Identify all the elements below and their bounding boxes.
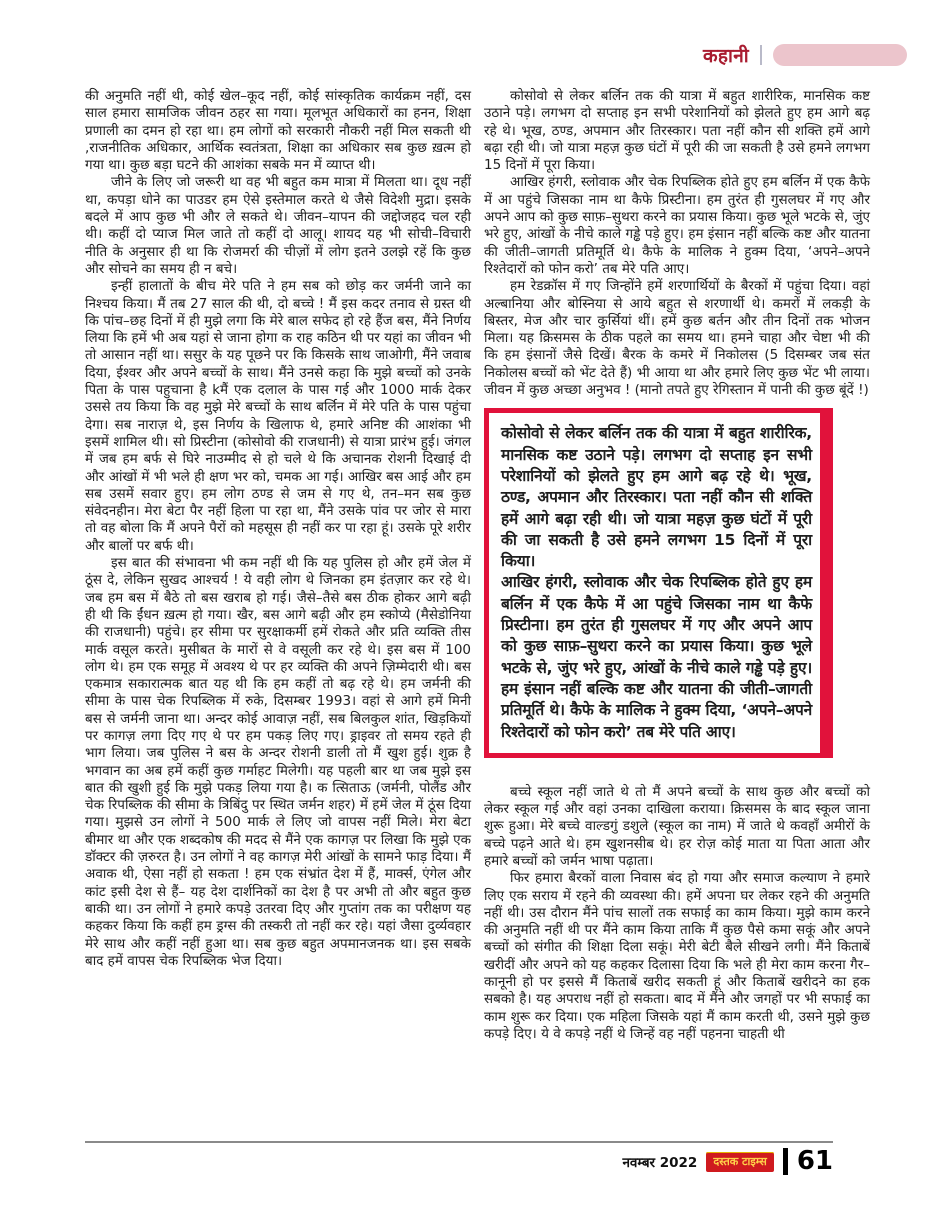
paragraph: आखिर हंगरी, स्लोवाक और चेक रिपब्लिक होते हुए हम बर्लिन में एक कैफे में आ पहुंचे जिसका नाम था कैफे प्रिस्टीना। हम तुरंत ही गुसलघर में गए और अपने आप को कुछ साफ़–सुथरा करने का प्रयास किया। कुछ भूले भटके से, जुंए भरे हुए, आंखों के नीचे काले गड्ढे पड़े हुए। हम इंसान नहीं बल्कि कष्ट और यातना की जीती–जागती प्रतिमूर्ति थे। कैफे के मालिक ने हुक्म दिया, ‘अपने–अपने रिश्तेदारों को फोन करो’ तब मेरे पति आए। — [484, 174, 870, 277]
paragraph: इन्हीं हालातों के बीच मेरे पति ने हम सब को छोड़ कर जर्मनी जाने का निश्चय किया। मैं तब 27 साल की थी, दो बच्चे ! मैं इस कदर तनाव से ग्रस्त थी कि पांच–छह दिनों में ही मुझे लगा कि मेरे बाल सफेद हो रहे हैंज बस, मैंने निर्णय लिया कि हमें भी अब यहां से जाना होगा क राह कठिन थी पर यहां का जीवन भी तो आसान नहीं था। ससुर के यह पूछने पर कि किसके साथ जाओगी, मैंने जवाब दिया, ईश्वर और अपने बच्चों के साथ। मैंने उनसे कहा कि मुझे बच्चों को उनके पिता के पास पहुचाना है kमैं एक दलाल के पास गई और 1000 मार्क देकर उससे तय किया कि वह मुझे मेरे बच्चों के साथ बर्लिन में मेरे पति के पास पहुंचा देगा। सब नाराज़ थे, इस निर्णय के खिलाफ थे, हमारे अनिष्ट की आशंका भी इसमें शामिल थी। सो प्रिस्टीना (कोसोवो की राजधानी) से यात्रा प्रारंभ हुई। जंगल में जब हम बर्फ से घिरे नाउम्मीद से हो चले थे कि अचानक रोशनी दिखाई दी और आंखों में भी भले ही क्षण भर को, चमक आ गई। आखिर बस आई और हम सब उसमें सवार हुए। हम लोग ठण्ड से जम से गए थे, तन–मन सब कुछ संवेदनहीन। मेरा बेटा पैर नहीं हिला पा रहा था, मैंने उसके पांव पर जोर से मारा तो वह बोला कि मैं अपने पैरों को महसूस ही नहीं कर पा रहा हूं। उसके पूरे शरीर और बालों पर बर्फ थी। — [85, 278, 471, 554]
pull-quote-box — [484, 408, 833, 757]
paragraph: इस बात की संभावना भी कम नहीं थी कि यह पुलिस हो और हमें जेल में ठूंस दे, लेकिन सुखद आश्चर्य ! ये वही लोग थे जिनका हम इंतज़ार कर रहे थे। जब हम बस में बैठे तो बस खराब हो गई। जैसे–तैसे बस ठीक होकर आगे बढ़ी ही थी कि ईंधन ख़त्म हो गया। खैर, बस आगे बढ़ी और हम स्कोप्ये (मैसेडोनिया की राजधानी) पहुंचे। हर सीमा पर सुरक्षाकर्मी हमें रोकते और प्रति व्यक्ति तीस मार्क वसूल करते। मुसीबत के मारों से वे वसूली कर रहे थे। इस बस में 100 लोग थे। हम एक समूह में अवश्य थे पर हर व्यक्ति की अपने ज़िम्मेदारी थी। बस एकमात्र सकारात्मक बात यह थी कि हम कहीं तो बढ़ रहे थे। हम जर्मनी की सीमा के पास चेक रिपब्लिक में रुके, दिसम्बर 1993। वहां से आगे हमें मिनी बस से जर्मनी जाना था। अन्दर कोई आवाज़ नहीं, सब बिलकुल शांत, खिड़कियों पर कागज़ लगा दिए गए थे पर हम पकड़ लिए गए। ड्राइवर तो समय रहते ही भाग लिया। जब पुलिस ने बस के अन्दर रोशनी डाली तो मैं खुश हुई। शुक्र है भगवान का अब हमें कहीं कुछ गर्माहट मिलेगी। यह पहली बार था जब मुझे इस बात की खुशी हुई कि मुझे पकड़ लिया गया है। क त्सिताऊ (जर्मनी, पोलैंड और चेक रिपब्लिक की सीमा के त्रिबिंदु पर स्थित जर्मन शहर) में हमें जेल में ठूंस दिया गया। मुझसे उन लोगों ने 500 मार्क ले लिए जो वापस नहीं मिले। मेरा बेटा बीमार था और एक शब्दकोष की मदद से मैंने एक कागज़ पर लिखा कि मुझे एक डॉक्टर की ज़रुरत है। उन लोगों ने वह कागज़ मेरी आंखों के सामने फाड़ दिया। मैं अवाक थी, ऐसा नहीं हो सकता ! हम एक संभ्रांत देश में हैं, मार्क्स, एंगेल और कांट इसी देश से हैं– यह देश दार्शनिकों का देश है पर अभी तो और बहुत कुछ बाकी था। उन लोगों ने हमारे कपड़े उतरवा दिए और गुप्तांग तक का परीक्षण यह कहकर किया कि कहीं हम ड्रग्स की तस्करी तो नहीं कर रहे। यहां जैसा दुर्व्यवहार मेरे साथ और कहीं नहीं हुआ था। सब कुछ बहुत अपमानजनक था। इस सबके बाद हमें वापस चेक रिपब्लिक भेज दिया। — [85, 555, 471, 969]
pull-quote-paragraph: आखिर हंगरी, स्लोवाक और चेक रिपब्लिक होते हुए हम बर्लिन में एक कैफे में आ पहुंचे जिसका नाम था कैफे प्रिस्टीना। हम तुरंत ही गुसलघर में गए और अपने आप को कुछ साफ़–सुथरा करने का प्रयास किया। कुछ भूले भटके से, जुंए भरे हुए, आंखों के नीचे काले गड्ढे पड़े हुए। हम इंसान नहीं बल्कि कष्ट और यातना की जीती–जागती प्रतिमूर्ति थे। कैफे के मालिक ने हुक्म दिया, ‘अपने–अपने रिश्तेदारों को फोन करो’ तब मेरे पति आए। — [501, 573, 812, 741]
footer-row — [85, 1143, 833, 1175]
page-header — [703, 42, 907, 68]
section-title: कहानी — [703, 45, 749, 67]
paragraph: हम रेडक्रॉस में गए जिन्होंने हमें शरणार्थियों के बैरकों में पहुंचा दिया। वहां अल्बानिया और बोस्निया से आये बहुत से शरणार्थी थे। कमरों में लकड़ी के बिस्तर, मेज और चार कुर्सियां थीं। हमें कुछ बर्तन और तीन दिनों तक भोजन मिला। यह क्रिसमस के ठीक पहले का समय था। हमने चाहा और चेष्टा भी की कि हम इंसानों जैसे दिखें। बैरक के कमरे में निकोलस (5 दिसम्बर जब संत निकोलस बच्चों को भेंट देते हैं) भी आया था और हमारे लिए कुछ भेंट भी लाया। जीवन में कुछ अच्छा अनुभव ! (मानो तपते हुए रेगिस्तान में पानी की कुछ बूंदें !) — [484, 278, 870, 399]
article-body — [85, 88, 870, 1043]
paragraph: कोसोवो से लेकर बर्लिन तक की यात्रा में बहुत शारीरिक, मानसिक कष्ट उठाने पड़े। लगभग दो सप्ताह इन सभी परेशानियों को झेलते हुए हम आगे बढ़ रहे थे। भूख, ठण्ड, अपमान और तिरस्कार। पता नहीं कौन सी शक्ति हमें आगे बढ़ा रही थी। जो यात्रा महज़ कुछ घंटों में पूरी की जा सकती है उसे हमने लगभग 15 दिनों में पूरा किया। — [484, 88, 870, 174]
issue-date: नवम्बर 2022 — [622, 1154, 698, 1171]
paragraph: बच्चे स्कूल नहीं जाते थे तो मैं अपने बच्चों के साथ कुछ और बच्चों को लेकर स्कूल गई और वहां उनका दाखिला कराया। क्रिसमस के बाद स्कूल जाना शुरू हुआ। मेरे बच्चे वाल्डगुं डशुले (स्कूल का नाम) में जाते थे कवहाँ अमीरों के बच्चे पढ़ने आते थे। हम खुशनसीब थे। हर रोज़ कोई माता या पिता आता और हमारे बच्चों को जर्मन भाषा पढ़ाता। — [484, 783, 870, 869]
magazine-logo: दस्तक टाइम्स — [706, 1152, 773, 1172]
right-column — [484, 88, 870, 1043]
left-column — [85, 88, 471, 1043]
paragraph: की अनुमति नहीं थी, कोई खेल–कूद नहीं, कोई सांस्कृतिक कार्यक्रम नहीं, दस साल हमारा सामजिक जीवन ठहर सा गया। मूलभूत अधिकारों का हनन, शिक्षा प्रणाली का दमन हो रहा था। हम लोगों को सरकारी नौकरी नहीं मिल सकती थी ,राजनीतिक अधिकार, आर्थिक स्वतंत्रता, शिक्षा का अधिकार सब कुछ ख़त्म हो गया था। कुछ बड़ा घटने की आशंका सबके मन में व्याप्त थी। — [85, 88, 471, 174]
paragraph: जीने के लिए जो जरूरी था वह भी बहुत कम मात्रा में मिलता था। दूध नहीं था, कपड़ा धोने का पाउडर हम ऐसे इस्तेमाल करते थे जैसे विदेशी मुद्रा। इसके बदले में आप कुछ भी और ले सकते थे। जीवन–यापन की जद्दोजहद चल रही थी। कहीं दो प्याज मिल जाते तो कहीं दो आलू। शायद यह भी सोची–विचारी नीति के अनुसार ही था कि रोजमर्रा की चीज़ों में लोग इतने उलझे रहें कि कुछ और सोचने का समय ही न बचे। — [85, 174, 471, 277]
paragraph: फिर हमारा बैरकों वाला निवास बंद हो गया और समाज कल्याण ने हमारे लिए एक सराय में रहने की व्यवस्था की। हमें अपना घर लेकर रहने की अनुमति नहीं थी। उस दौरान मैंने पांच सालों तक सफाई का काम किया। मुझे काम करने की अनुमति नहीं थी पर मैंने काम किया ताकि मैं कुछ पैसे कमा सकूं और अपने बच्चों को संगीत की शिक्षा दिला सकूं। मेरी बेटी बैले सीखने लगी। मैंने किताबें खरीदीं और अपने को यह कहकर दिलासा दिया कि भले ही मेरा काम करना गैर–कानूनी हो पर इससे मैं किताबें खरीद सकती हूं और किताबें खरीदने का हक सबको है। यह अपराध नहीं हो सकता। बाद में मैंने और जगहों पर भी सफाई का काम शुरू कर दिया। एक महिला जिसके यहां मैं काम करती थी, उसने मुझे कुछ कपड़े दिए। ये वे कपड़े नहीं थे जिन्हें वह नहीं पहनना चाहती थी — [484, 870, 870, 1042]
header-divider — [760, 45, 762, 65]
page-number: 61 — [796, 1146, 833, 1176]
footer-divider-bar — [783, 1148, 788, 1175]
masthead-pill — [773, 44, 907, 66]
pull-quote-paragraph: कोसोवो से लेकर बर्लिन तक की यात्रा में बहुत शारीरिक, मानसिक कष्ट उठाने पड़े। लगभग दो सप्ताह इन सभी परेशानियों को झेलते हुए हम आगे बढ़ रहे थे। भूख, ठण्ड, अपमान और तिरस्कार। पता नहीं कौन सी शक्ति हमें आगे बढ़ा रही थी। जो यात्रा महज़ कुछ घंटों में पूरी की जा सकती है उसे हमने लगभग 15 दिनों में पूरा किया। — [501, 424, 812, 571]
page-footer — [85, 1141, 833, 1175]
